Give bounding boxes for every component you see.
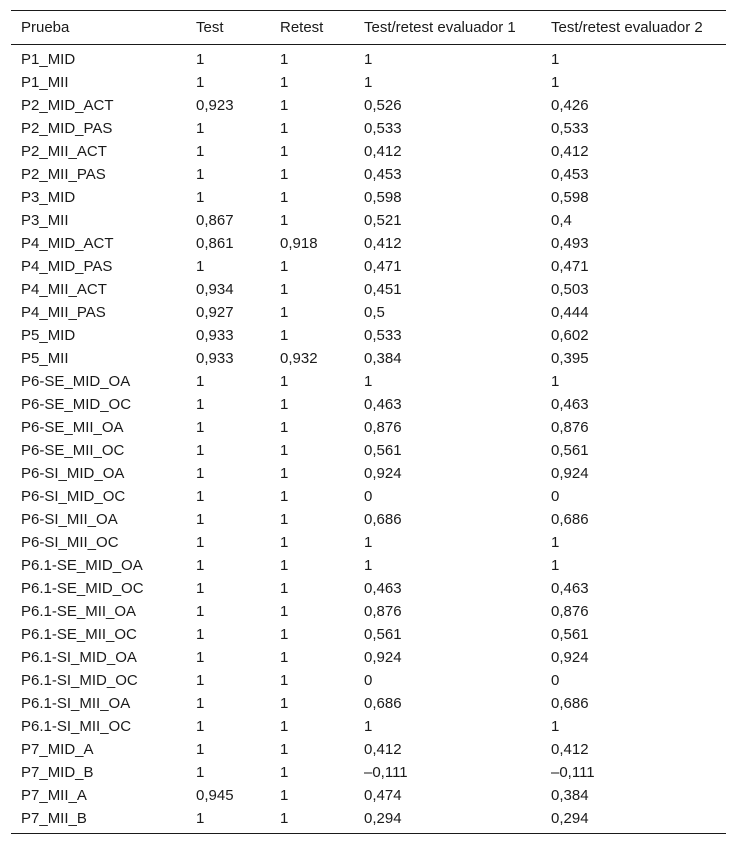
cell-retest: 1 [280, 718, 289, 735]
cell-evaluador-2: 0,384 [551, 787, 589, 804]
cell-prueba: P6-SI_MII_OA [21, 511, 118, 528]
table-row [11, 278, 726, 301]
cell-test: 1 [196, 695, 205, 712]
cell-test: 0,945 [196, 787, 234, 804]
cell-test: 1 [196, 672, 205, 689]
cell-test: 1 [196, 557, 205, 574]
cell-evaluador-2: 0,4 [551, 212, 572, 229]
cell-retest: 1 [280, 557, 289, 574]
cell-retest: 1 [280, 810, 289, 827]
cell-retest: 1 [280, 442, 289, 459]
cell-prueba: P1_MII [21, 74, 69, 91]
cell-prueba: P2_MID_PAS [21, 120, 113, 137]
table-row [11, 462, 726, 485]
cell-test: 1 [196, 166, 205, 183]
cell-prueba: P6.1-SI_MII_OC [21, 718, 132, 735]
cell-prueba: P6-SE_MII_OC [21, 442, 125, 459]
table-body [11, 45, 726, 834]
cell-evaluador-2: 0 [551, 672, 560, 689]
table-row [11, 186, 726, 209]
cell-evaluador-2: 0,924 [551, 465, 589, 482]
cell-prueba: P6.1-SE_MII_OA [21, 603, 137, 620]
cell-test: 1 [196, 373, 205, 390]
cell-retest: 1 [280, 419, 289, 436]
table-row [11, 600, 726, 623]
cell-evaluador-2: 0,503 [551, 281, 589, 298]
table-row [11, 669, 726, 692]
cell-evaluador-1: 0,686 [364, 695, 402, 712]
cell-prueba: P2_MII_PAS [21, 166, 106, 183]
cell-evaluador-2: 0,876 [551, 603, 589, 620]
cell-prueba: P5_MII [21, 350, 69, 367]
cell-retest: 1 [280, 511, 289, 528]
cell-prueba: P4_MID_ACT [21, 235, 114, 252]
cell-prueba: P6-SI_MID_OA [21, 465, 125, 482]
cell-prueba: P5_MID [21, 327, 76, 344]
cell-prueba: P1_MID [21, 51, 76, 68]
table-row [11, 439, 726, 462]
cell-test: 1 [196, 419, 205, 436]
cell-prueba: P6.1-SE_MID_OC [21, 580, 144, 597]
cell-retest: 1 [280, 97, 289, 114]
cell-evaluador-1: 0,876 [364, 419, 402, 436]
table-row [11, 370, 726, 393]
table-row [11, 140, 726, 163]
cell-evaluador-1: 0,598 [364, 189, 402, 206]
cell-prueba: P6.1-SE_MII_OC [21, 626, 137, 643]
cell-retest: 1 [280, 649, 289, 666]
cell-prueba: P7_MII_A [21, 787, 87, 804]
cell-test: 1 [196, 465, 205, 482]
table-row [11, 232, 726, 255]
cell-test: 0,867 [196, 212, 234, 229]
cell-retest: 1 [280, 327, 289, 344]
cell-evaluador-1: 1 [364, 534, 373, 551]
cell-test: 1 [196, 258, 205, 275]
cell-evaluador-1: 0,294 [364, 810, 402, 827]
cell-test: 1 [196, 396, 205, 413]
cell-evaluador-2: 0,426 [551, 97, 589, 114]
table-row [11, 646, 726, 669]
cell-test: 0,933 [196, 350, 234, 367]
cell-evaluador-2: 0,924 [551, 649, 589, 666]
cell-evaluador-2: 0,598 [551, 189, 589, 206]
cell-test: 1 [196, 442, 205, 459]
cell-prueba: P4_MID_PAS [21, 258, 113, 275]
column-header-retest: Retest [280, 19, 324, 36]
cell-evaluador-1: 0,561 [364, 626, 402, 643]
cell-evaluador-2: 0,412 [551, 741, 589, 758]
cell-evaluador-2: 0,602 [551, 327, 589, 344]
cell-evaluador-2: 1 [551, 51, 560, 68]
cell-retest: 1 [280, 143, 289, 160]
cell-retest: 1 [280, 741, 289, 758]
cell-retest: 1 [280, 626, 289, 643]
cell-test: 1 [196, 488, 205, 505]
cell-evaluador-1: 0,474 [364, 787, 402, 804]
table-row [11, 508, 726, 531]
cell-prueba: P7_MID_A [21, 741, 94, 758]
cell-test: 0,923 [196, 97, 234, 114]
cell-prueba: P4_MII_ACT [21, 281, 107, 298]
cell-retest: 1 [280, 74, 289, 91]
cell-test: 1 [196, 580, 205, 597]
cell-test: 1 [196, 764, 205, 781]
table-row [11, 416, 726, 439]
cell-evaluador-1: 0,463 [364, 580, 402, 597]
cell-evaluador-1: 1 [364, 373, 373, 390]
cell-retest: 1 [280, 396, 289, 413]
cell-test: 1 [196, 626, 205, 643]
table-row [11, 393, 726, 416]
cell-prueba: P2_MII_ACT [21, 143, 107, 160]
cell-evaluador-1: –0,111 [364, 764, 408, 781]
cell-evaluador-2: 0,686 [551, 511, 589, 528]
cell-retest: 1 [280, 695, 289, 712]
cell-retest: 1 [280, 373, 289, 390]
table-row [11, 347, 726, 370]
cell-prueba: P6-SI_MID_OC [21, 488, 126, 505]
cell-evaluador-1: 1 [364, 718, 373, 735]
cell-test: 1 [196, 189, 205, 206]
cell-evaluador-2: 1 [551, 557, 560, 574]
cell-retest: 1 [280, 787, 289, 804]
cell-evaluador-1: 0,463 [364, 396, 402, 413]
cell-evaluador-1: 0,412 [364, 741, 402, 758]
cell-evaluador-2: 0,395 [551, 350, 589, 367]
cell-retest: 1 [280, 764, 289, 781]
cell-test: 1 [196, 511, 205, 528]
cell-retest: 1 [280, 120, 289, 137]
cell-evaluador-1: 1 [364, 51, 373, 68]
cell-prueba: P6-SE_MID_OC [21, 396, 132, 413]
cell-prueba: P6-SE_MID_OA [21, 373, 131, 390]
table-row [11, 301, 726, 324]
table-row [11, 784, 726, 807]
cell-prueba: P6-SE_MII_OA [21, 419, 124, 436]
cell-evaluador-2: 0,876 [551, 419, 589, 436]
table-row [11, 577, 726, 600]
cell-evaluador-1: 0,451 [364, 281, 402, 298]
cell-evaluador-1: 0,876 [364, 603, 402, 620]
column-header-evaluador-2: Test/retest evaluador 2 [551, 19, 703, 36]
cell-evaluador-1: 0 [364, 672, 373, 689]
cell-retest: 1 [280, 465, 289, 482]
cell-test: 1 [196, 603, 205, 620]
table-container [11, 10, 726, 834]
cell-evaluador-1: 0 [364, 488, 373, 505]
table-row [11, 255, 726, 278]
cell-test: 1 [196, 534, 205, 551]
cell-evaluador-2: 0,493 [551, 235, 589, 252]
table-row [11, 117, 726, 140]
cell-evaluador-1: 0,924 [364, 465, 402, 482]
cell-test: 1 [196, 718, 205, 735]
cell-retest: 0,932 [280, 350, 318, 367]
cell-retest: 1 [280, 304, 289, 321]
table-row [11, 71, 726, 94]
header-row [11, 11, 726, 45]
cell-test: 0,861 [196, 235, 234, 252]
cell-prueba: P6.1-SI_MII_OA [21, 695, 131, 712]
column-header-evaluador-1: Test/retest evaluador 1 [364, 19, 516, 36]
cell-evaluador-1: 0,526 [364, 97, 402, 114]
table-row [11, 692, 726, 715]
cell-prueba: P6.1-SI_MID_OC [21, 672, 138, 689]
cell-evaluador-2: 0,412 [551, 143, 589, 160]
cell-prueba: P7_MII_B [21, 810, 87, 827]
cell-test: 0,927 [196, 304, 234, 321]
table-row [11, 45, 726, 72]
cell-retest: 0,918 [280, 235, 318, 252]
cell-test: 1 [196, 74, 205, 91]
cell-prueba: P2_MID_ACT [21, 97, 114, 114]
cell-test: 1 [196, 143, 205, 160]
cell-evaluador-1: 0,533 [364, 327, 402, 344]
cell-evaluador-1: 0,412 [364, 143, 402, 160]
cell-prueba: P6.1-SE_MID_OA [21, 557, 143, 574]
cell-test: 1 [196, 741, 205, 758]
cell-evaluador-2: 0,471 [551, 258, 589, 275]
cell-prueba: P7_MID_B [21, 764, 94, 781]
cell-test: 1 [196, 51, 205, 68]
cell-retest: 1 [280, 672, 289, 689]
column-header-test: Test [196, 19, 224, 36]
cell-retest: 1 [280, 166, 289, 183]
cell-evaluador-2: 0 [551, 488, 560, 505]
table-row [11, 94, 726, 117]
table-row [11, 324, 726, 347]
cell-retest: 1 [280, 189, 289, 206]
cell-test: 0,933 [196, 327, 234, 344]
table-row [11, 761, 726, 784]
cell-evaluador-2: 0,463 [551, 580, 589, 597]
table-row [11, 485, 726, 508]
cell-evaluador-1: 0,533 [364, 120, 402, 137]
cell-evaluador-1: 1 [364, 557, 373, 574]
cell-test: 1 [196, 120, 205, 137]
cell-evaluador-1: 0,686 [364, 511, 402, 528]
cell-evaluador-1: 0,453 [364, 166, 402, 183]
cell-evaluador-2: 0,453 [551, 166, 589, 183]
cell-evaluador-1: 0,561 [364, 442, 402, 459]
cell-evaluador-1: 0,471 [364, 258, 402, 275]
cell-retest: 1 [280, 258, 289, 275]
table-row [11, 163, 726, 186]
cell-prueba: P6.1-SI_MID_OA [21, 649, 137, 666]
cell-test: 1 [196, 810, 205, 827]
table-row [11, 209, 726, 232]
cell-test: 1 [196, 649, 205, 666]
cell-evaluador-1: 0,412 [364, 235, 402, 252]
cell-evaluador-1: 0,924 [364, 649, 402, 666]
cell-evaluador-1: 0,384 [364, 350, 402, 367]
cell-evaluador-1: 1 [364, 74, 373, 91]
table-row [11, 623, 726, 646]
cell-evaluador-2: 1 [551, 373, 560, 390]
column-header-prueba: Prueba [21, 19, 70, 36]
cell-retest: 1 [280, 212, 289, 229]
cell-retest: 1 [280, 534, 289, 551]
cell-evaluador-2: 0,561 [551, 626, 589, 643]
table-row [11, 531, 726, 554]
cell-evaluador-2: 0,444 [551, 304, 589, 321]
cell-evaluador-1: 0,5 [364, 304, 385, 321]
cell-prueba: P4_MII_PAS [21, 304, 106, 321]
cell-evaluador-2: –0,111 [551, 764, 595, 781]
cell-prueba: P6-SI_MII_OC [21, 534, 119, 551]
table-row [11, 738, 726, 761]
cell-retest: 1 [280, 488, 289, 505]
table-row [11, 807, 726, 834]
cell-test: 0,934 [196, 281, 234, 298]
cell-evaluador-2: 0,533 [551, 120, 589, 137]
cell-evaluador-2: 0,463 [551, 396, 589, 413]
cell-retest: 1 [280, 603, 289, 620]
cell-prueba: P3_MID [21, 189, 76, 206]
table-header [11, 11, 726, 45]
cell-retest: 1 [280, 281, 289, 298]
cell-evaluador-2: 1 [551, 718, 560, 735]
cell-evaluador-2: 0,294 [551, 810, 589, 827]
cell-evaluador-2: 0,561 [551, 442, 589, 459]
cell-retest: 1 [280, 580, 289, 597]
cell-evaluador-2: 0,686 [551, 695, 589, 712]
cell-retest: 1 [280, 51, 289, 68]
cell-evaluador-2: 1 [551, 534, 560, 551]
table-row [11, 715, 726, 738]
cell-prueba: P3_MII [21, 212, 69, 229]
cell-evaluador-1: 0,521 [364, 212, 402, 229]
table-row [11, 554, 726, 577]
cell-evaluador-2: 1 [551, 74, 560, 91]
data-table [11, 10, 726, 834]
